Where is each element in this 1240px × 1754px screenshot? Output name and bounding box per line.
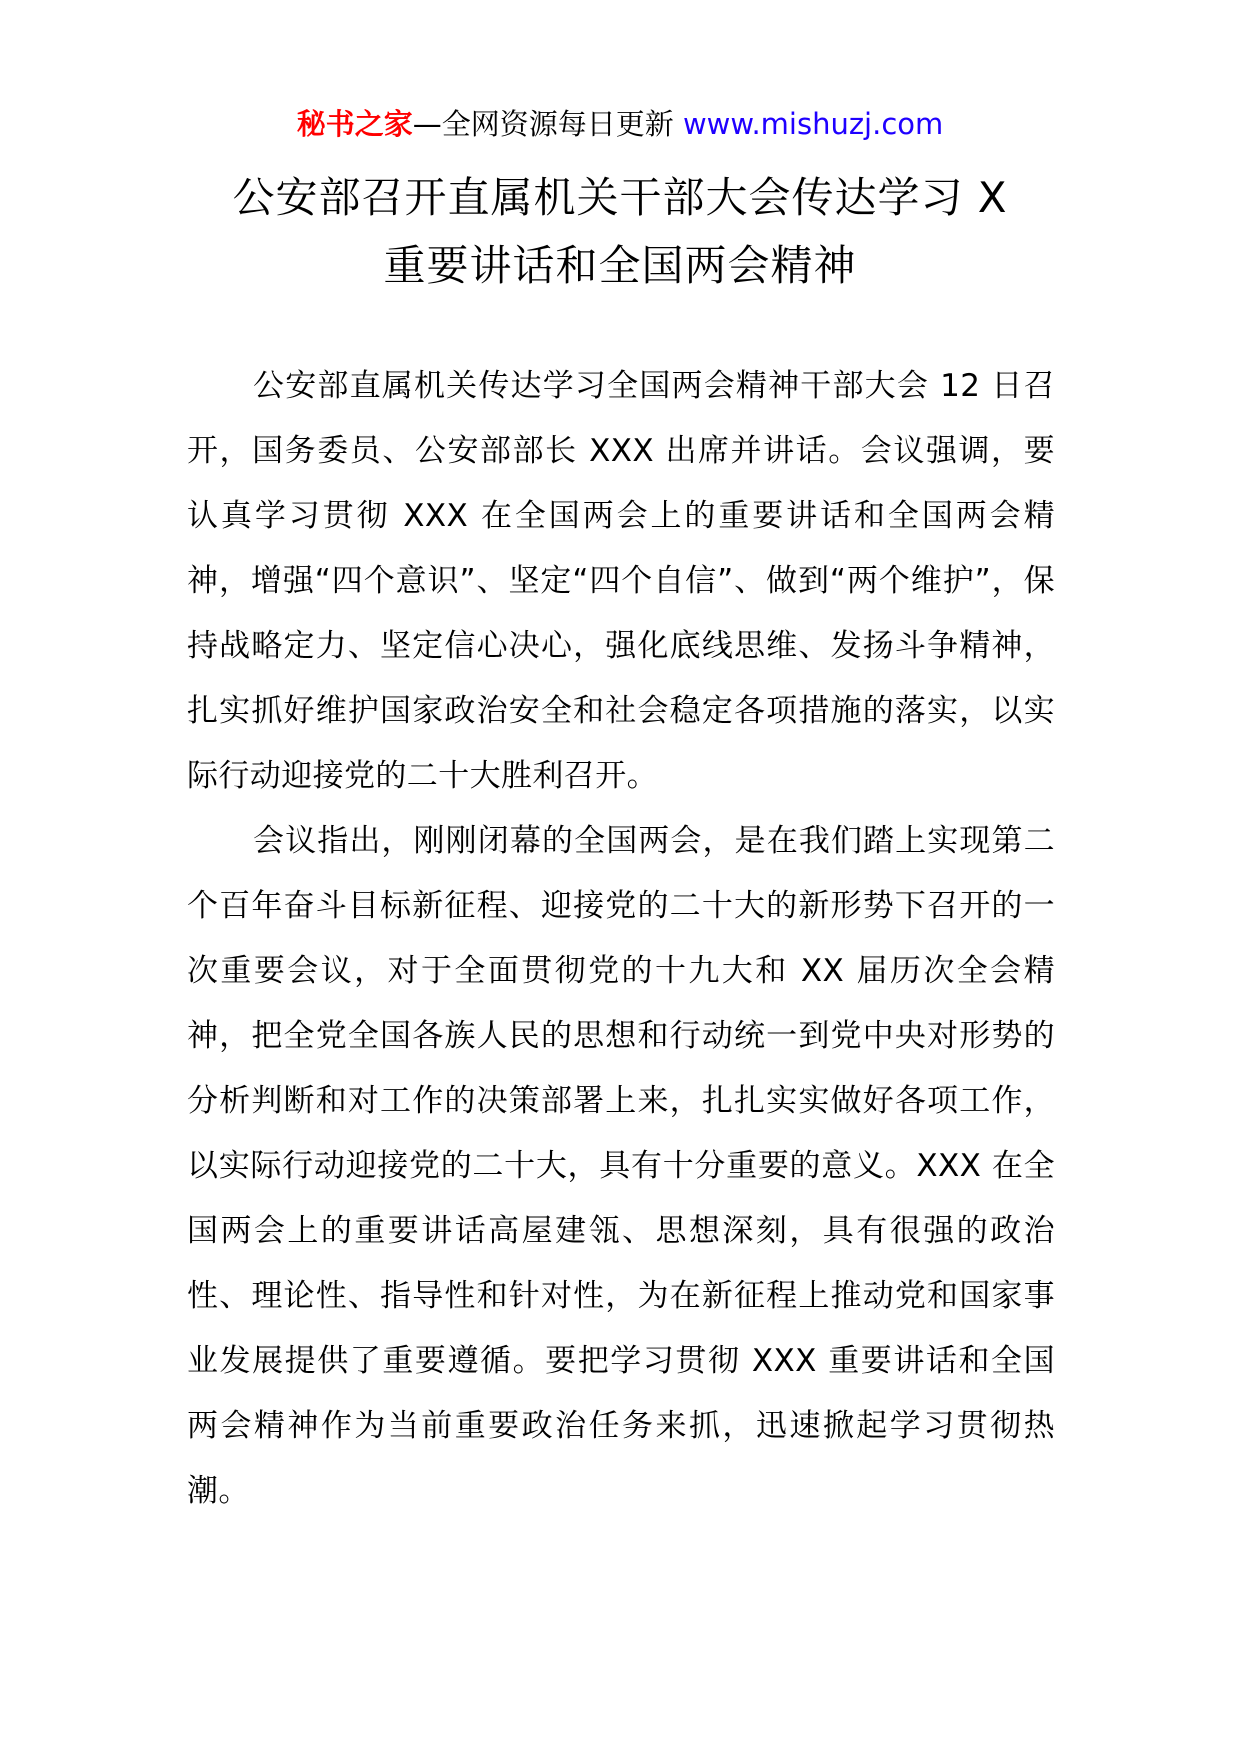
site-slogan: —全网资源每日更新 <box>412 107 683 141</box>
document-body <box>187 354 1055 1524</box>
site-brand: 秘书之家 <box>296 107 413 141</box>
paragraph-1: 公安部直属机关传达学习全国两会精神干部大会 12 日召开，国务委员、公安部部长 XXX 出席并讲话。会议强调，要认真学习贯彻 XXX 在全国两会上的重要讲话和全国两会精神，增强“四个意识”、坚定“四个自信”、做到“两个维护”，保持战略定力、坚定信心决心，强化底线思维、发扬斗争精神，扎实抓好维护国家政治安全和社会稳定各项措施的落实，以实际行动迎接党的二十大胜利召开。 <box>187 368 1055 794</box>
site-url-link[interactable]: www.mishuzj.com <box>682 107 944 141</box>
document-title <box>150 164 1090 300</box>
paragraph-2: 会议指出，刚刚闭幕的全国两会，是在我们踏上实现第二个百年奋斗目标新征程、迎接党的二十大的新形势下召开的一次重要会议，对于全面贯彻党的十九大和 XX 届历次全会精神，把全党全国各族人民的思想和行动统一到党中央对形势的分析判断和对工作的决策部署上来，扎扎实实做好各项工作，以实际行动迎接党的二十大，具有十分重要的意义。XXX 在全国两会上的重要讲话高屋建瓴、思想深刻，具有很强的政治性、理论性、指导性和针对性，为在新征程上推动党和国家事业发展提供了重要遵循。要把学习贯彻 XXX 重要讲话和全国两会精神作为当前重要政治任务来抓，迅速掀起学习贯彻热潮。 <box>187 823 1055 1509</box>
title-line-1: 公安部召开直属机关干部大会传达学习 X <box>232 173 1008 222</box>
site-header <box>0 104 1240 144</box>
title-line-2: 重要讲话和全国两会精神 <box>383 241 857 290</box>
